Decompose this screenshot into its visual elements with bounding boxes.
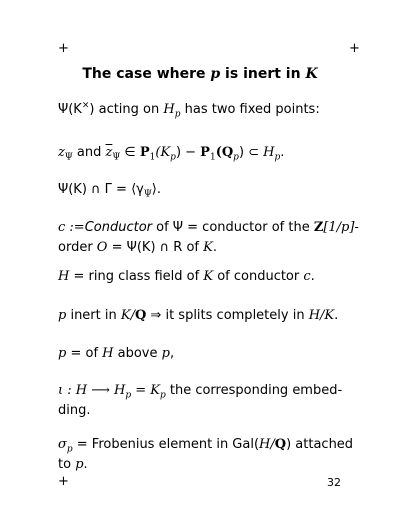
paragraph-frobenius: $\sigma_p$ = Frobenius element in Gal(H/Q) attached to p. xyxy=(58,437,354,472)
corner-mark-top-left: + xyxy=(58,41,69,56)
paragraph-prime-above: p = of H above p, xyxy=(58,346,175,361)
page-number: 32 xyxy=(327,476,341,489)
paragraph-embedding: ι : H ⟶ $H_p = K_p$ the corresponding embed- ding. xyxy=(58,383,343,418)
paragraph-ring-class-field: H = ring class field of K of conductor c. xyxy=(58,269,315,284)
corner-mark-bottom-left: + xyxy=(58,474,69,489)
paragraph-inert: p inert in K/Q ⇒ it splits completely in H/K. xyxy=(58,308,339,323)
corner-mark-top-right: + xyxy=(349,41,360,56)
paragraph-gamma: Ψ(K) ∩ $\Gamma = ⟨\gamma_\Psi⟩$. xyxy=(58,182,161,200)
paragraph-fixed-points: Ψ(K×) acting on $H_p$ has two fixed points: xyxy=(58,100,320,120)
page-title: The case where p is inert in K xyxy=(82,66,318,82)
paragraph-z-psi: $z_\Psi$ and $\overline{z}_\Psi$ ∈ $P_1(K_p) - P_1(Q_p)$ ⊂ $H_p$. xyxy=(58,145,285,163)
paragraph-conductor: c :=Conductor of Ψ = conductor of the Z[1/p]- order O = Ψ(K) ∩ R of K. xyxy=(58,220,359,255)
